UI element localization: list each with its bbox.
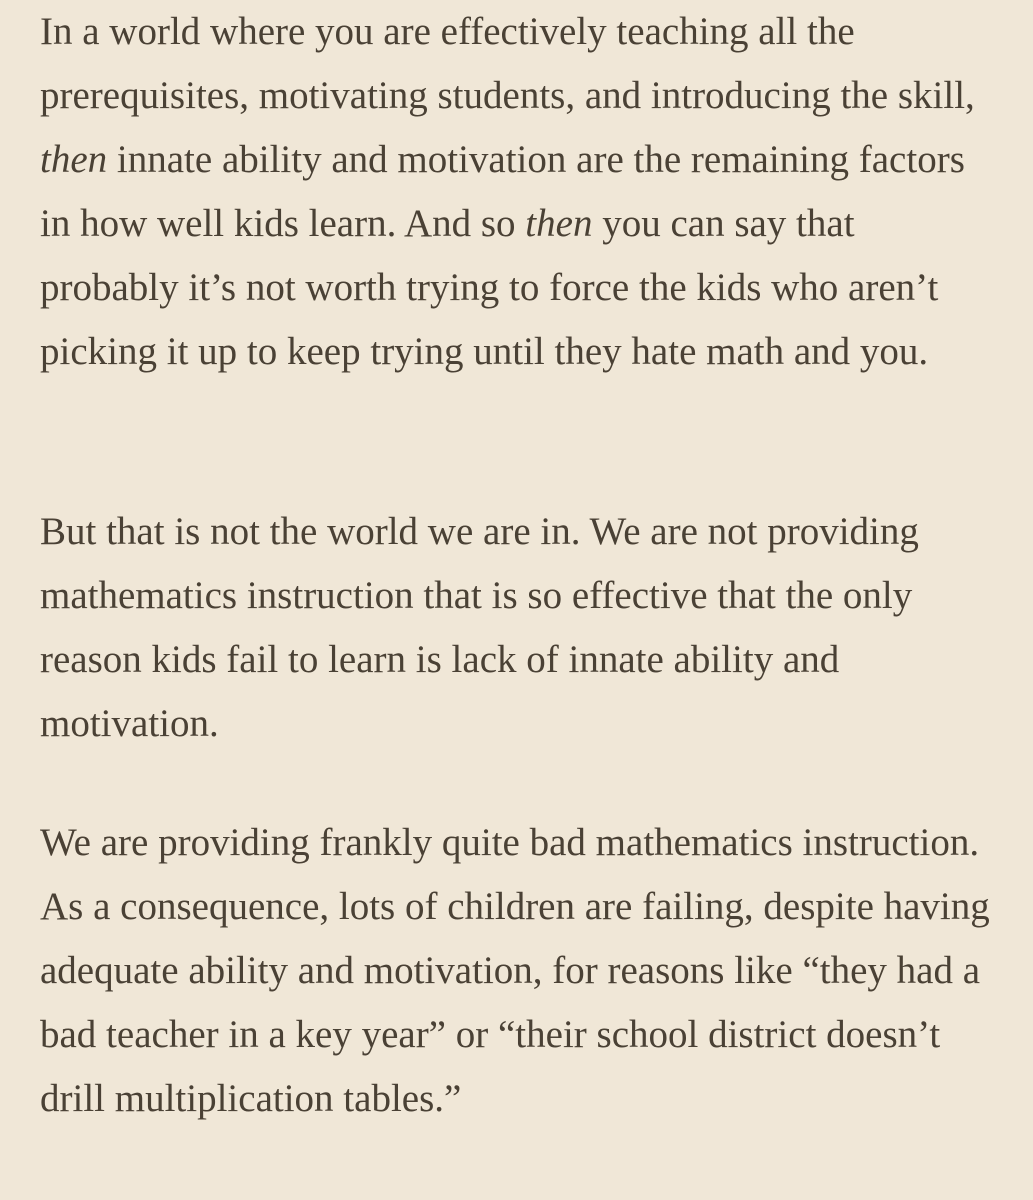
paragraph-1-italic-then-1: then [40,138,108,181]
paragraph-3: We are providing frankly quite bad mathematics instruction. As a consequence, lots of children are failing, despite having adequate ability and motivation, for reasons like “they had a bad teacher in a key year” or “their school district doesn’t drill multiplication tables.” [40,821,990,1120]
paragraph-1-segment-1: In a world where you are effectively teaching all the prerequisites, motivating students, and introducing the skill, [40,10,975,117]
paragraph-1-italic-then-2: then [525,202,593,245]
paragraph-1-segment-5: you can say that probably it’s not worth trying to force the kids who aren’t picking it up to keep trying until they hate math and you. [40,202,939,373]
paragraph-1 [40,0,995,384]
paragraph-1-segment-3: innate ability and motivation are the remaining factors in how well kids learn. And so [40,138,965,245]
paragraph-2: But that is not the world we are in. We are not providing mathematics instruction that is so effective that the only reason kids fail to learn is lack of innate ability and motivation. [40,510,919,745]
